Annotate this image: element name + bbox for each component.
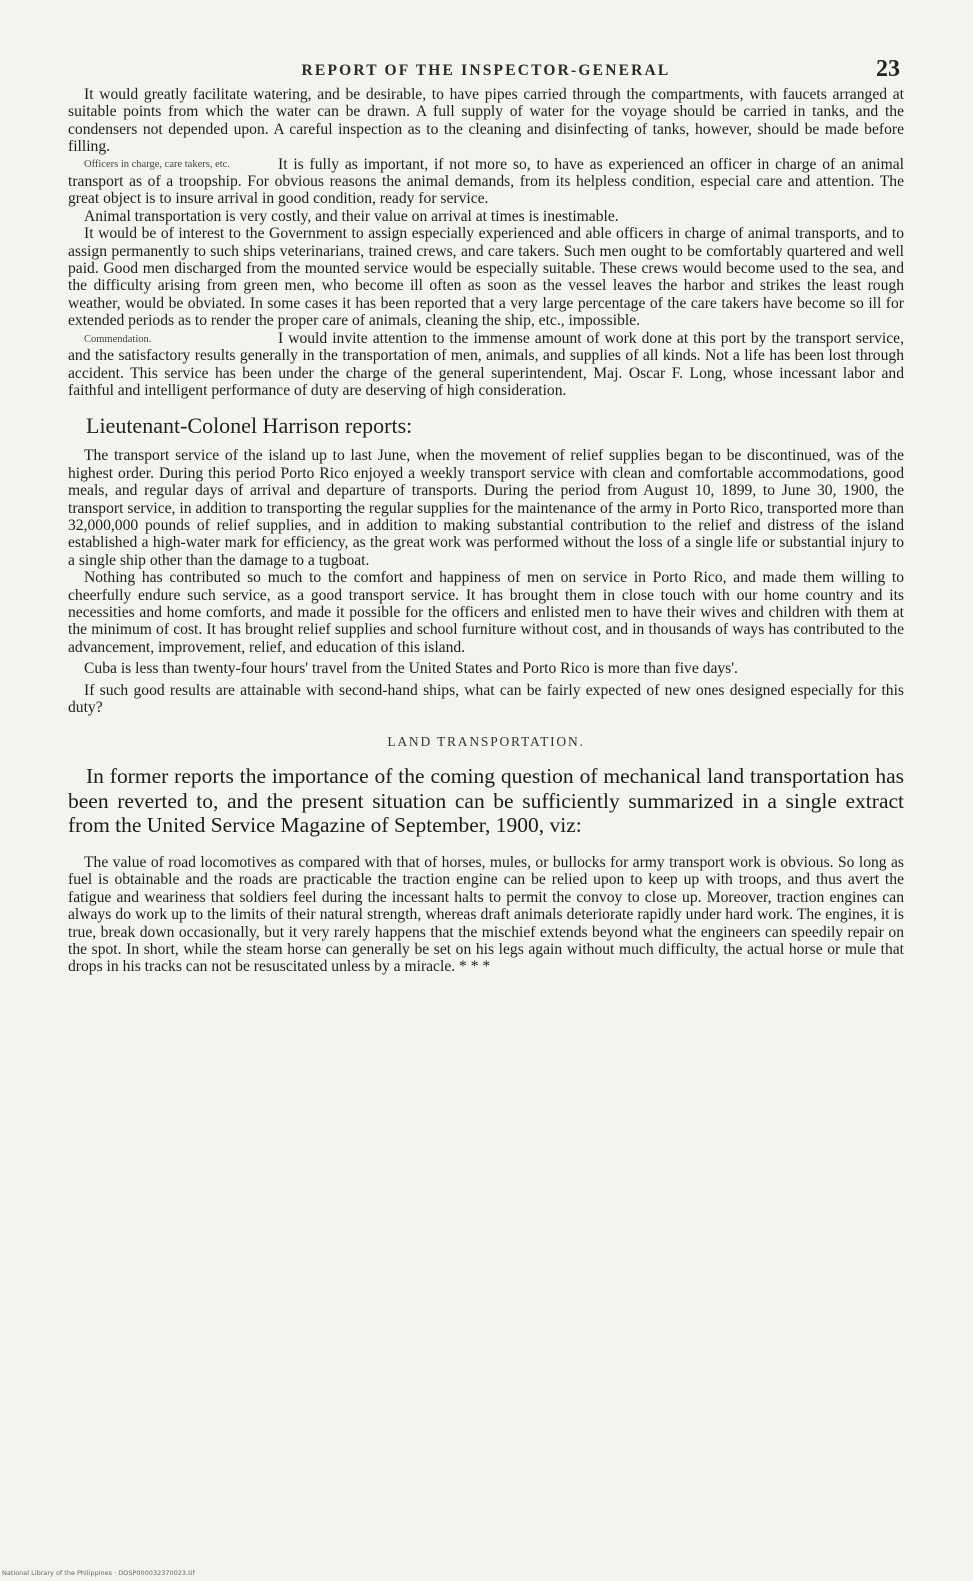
- paragraph-cuba: Cuba is less than twenty-four hours' travel from the United States and Porto Rico is more than five days'.: [84, 660, 738, 678]
- paragraph-cost: Animal transportation is very costly, and their value on arrival at times is inestimable.: [84, 207, 619, 225]
- paragraph-watering: It would greatly facilitate watering, and be desirable, to have pipes carried through the compartments, with faucets arranged at suitable points from which the water can be drawn. A full supply of water for the voyage should be carried in tanks, and the condensers not depended upon. A careful inspection as to the cleaning and disinfecting of tanks, however, should be made before filling.: [68, 86, 904, 156]
- paragraph-transport-service: The transport service of the island up to last June, when the movement of relief supplies began to be discontinued, was of the highest order. During this period Porto Rico enjoyed a weekly transport service with clean and comfortable accommodations, good meals, and regular days of arrival and departure of transports. During the period from August 10, 1899, to June 30, 1900, the transport service, in addition to transporting the regular supplies for the maintenance of the army in Porto Rico, transported more than 32,000,000 pounds of relief supplies, and in addition to making substantial contribution to the relief and distress of the island established a high-water mark for efficiency, as the great work was performed without the loss of a single life or substantial injury to a single ship other than the damage to a tugboat.: [68, 447, 904, 569]
- scan-footer-stamp: National Library of the Philippines · DOSP000032370023.tif: [2, 1569, 195, 1577]
- running-title: REPORT OF THE INSPECTOR-GENERAL: [301, 62, 671, 79]
- section-heading-harrison: Lieutenant-Colonel Harrison reports:: [86, 413, 413, 439]
- lead-paragraph: In former reports the importance of the coming question of mechanical land transportation has been reverted to, and the present situation can be sufficiently summarized in a single extract from the United Service Magazine of September, 1900, viz:: [68, 764, 904, 838]
- margin-note-officers: Officers in charge, care takers, etc.: [84, 158, 230, 170]
- page-number: 23: [876, 56, 900, 82]
- paragraph-assign-officers: It would be of interest to the Government to assign especially experienced and able officers in charge of animal transports, and to assign permanently to such ships veterinarians, trained crews, and care takers. Such men ought to be comfortably quartered and well paid. Good men discharged from the mounted service would be especially suitable. These crews would become used to the sea, and the difficulty arising from green men, who become ill often as soon as the vessel leaves the harbor and strikes the least rough weather, would be obviated. In some cases it has been reported that a very large percentage of the care takers have become so ill for extended periods as to render the proper care of animals, cleaning the ship, etc., impossible.: [68, 225, 904, 330]
- officers-section: [68, 156, 904, 208]
- margin-note-commendation: Commendation.: [84, 333, 152, 345]
- paragraph-second-hand-ships: If such good results are attainable with second-hand ships, what can be fairly expected of new ones designed especially for this duty?: [68, 681, 904, 716]
- paragraph-officers: It is fully as important, if not more so, to have as experienced an officer in charge of an animal transport as of a troopship. For obvious reasons the animal demands, from its helpless condition, especial care and attention. The great object is to insure arrival in good condition, ready for service.: [68, 155, 904, 208]
- paragraph-road-locomotives: The value of road locomotives as compared with that of horses, mules, or bullocks for army transport work is obvious. So long as fuel is obtainable and the roads are practicable the traction engine can be relied upon to keep up with troops, and thus avert the fatigue and weariness that soldiers feel during the incessant halts to permit the convoy to close up. Moreover, traction engines can always do work up to the limits of their natural strength, whereas draft animals deteriorate rapidly under hard work. The engines, it is true, break down occasionally, but it very rarely happens that the mischief extends beyond what the engineers can speedily repair on the spot. In short, while the steam horse can generally be set on his legs again without much difficulty, the actual horse or mule that drops in his tracks can not be resuscitated unless by a miracle. * * *: [68, 853, 904, 976]
- commendation-section: [68, 330, 904, 400]
- running-head: [68, 52, 904, 86]
- section-title-land-transportation: LAND TRANSPORTATION.: [387, 734, 585, 750]
- document-page: [68, 52, 904, 976]
- paragraph-comfort: Nothing has contributed so much to the comfort and happiness of men on service in Porto Rico, and made them willing to cheerfully endure such service, as a good transport service. It has brought them in close touch with our home country and its necessities and home comforts, and made it possible for the officers and enlisted men to have their wives and children with them at the minimum of cost. It has brought relief supplies and school furniture without cost, and in thousands of ways has contributed to the advancement, improvement, relief, and education of this island.: [68, 569, 904, 656]
- paragraph-commendation: I would invite attention to the immense amount of work done at this port by the transport service, and the satisfactory results generally in the transportation of men, animals, and supplies of all kinds. Not a life has been lost through accident. This service has been under the charge of the general superintendent, Maj. Oscar F. Long, whose incessant labor and faithful and intelligent performance of duty are deserving of high consideration.: [68, 329, 904, 399]
